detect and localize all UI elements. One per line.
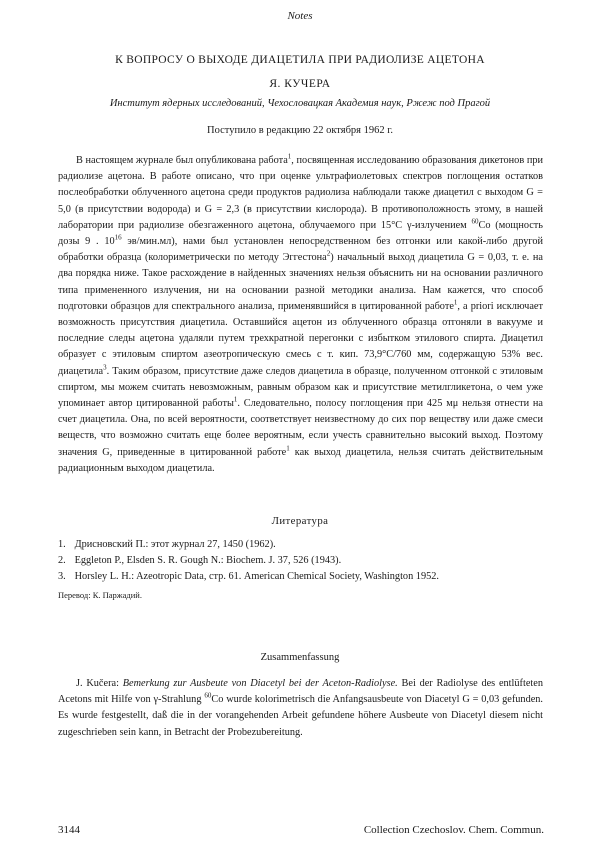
body-text-7: . Таким образом, присутствие даже следов диацетила в образце, полученном отгонкой с этиловым спиртом, мы можем считать невозможным, равным образом как и присутствие метилгликетона, о чем уже упоминает автор цитированной работы [58, 365, 543, 410]
reference-item [58, 553, 548, 569]
body-text-3: Со (мощность дозы 9 . 10 [58, 219, 544, 248]
running-head: Notes [287, 10, 313, 22]
summary-author: J. Kučera: [76, 678, 123, 689]
body-text-9: как выход диацетила, нельзя считать действительным радиационным выходом диацетила. [58, 446, 543, 474]
reference-text: Eggleton P., Elsden S. R. Gough N.: Biochem. J. 37, 526 (1943). [74, 555, 342, 566]
article-body [58, 153, 543, 477]
citation-ref: 1 [287, 152, 292, 161]
reference-number: 1. [58, 539, 66, 550]
references-heading: Литература [271, 515, 329, 527]
reference-item [58, 537, 548, 553]
summary-text-1: Bei der Radiolyse des entlüfteten Acetons mit Hilfe von γ-Strahlung [58, 678, 543, 706]
summary-paragraph [58, 676, 543, 741]
reference-text: Horsley L. H.: Azeotropic Data, стр. 61. American Chemical Society, Washington 1952. [74, 571, 439, 582]
isotope-mass: 60 [471, 217, 479, 226]
reference-number: 2. [58, 555, 66, 566]
translator-note: Перевод: К. Паржадий. [58, 590, 142, 600]
body-text-2: , посвященная исследованию образования дикетонов при радиолизе ацетона. В работе описано, что при оценке ультрафиолетовых спектров поглощения остатков послеобработки облученного ацетона среди продуктов радиолиза наблюдали также диацетил с выходом G = 5,0 (в присутствии водорода) и G = 2,3 (в присутствии кислорода). В противоположность этому, в нашей лаборатории при радиолизе обезгаженного ацетона, облучаемого при 15°С γ-излучением [58, 155, 543, 231]
citation-ref: 1 [286, 444, 290, 453]
reference-text: Дрисновский П.: этот журнал 27, 1450 (1962). [74, 539, 276, 550]
summary-text-2: Co wurde kolorimetrisch die Anfangsausbeute von Diacetyl G = 0,03 gefunden. Es wurde festgestellt, daß die in der vorangehenden Arbeit gefundene höhere Ausbeute von Diacetyl diesem nicht zugeschrieben sein kann, in Betracht der Probezubereitung. [58, 694, 544, 738]
body-text-8: . Следовательно, полосу поглощения при 425 мμ нельзя отнести на счет диацетила. Она, по всей вероятности, соответствует неизвестному до сих пор веществу или даже смеси веществ, что возможно считать еще более вероятным, если учесть сравнительно высокий выход. Поэтому значения G, приведенные в цитированной работе [58, 398, 544, 458]
body-text-6: , a priori исключает возможность присутствия диацетила. Оставшийся ацетон из облученного образца отгоняли в вакууме и последние следы ацетона удаляли путем трехкратной перегонки с избытком этилового спирта. Диацетил образует с этиловым спиртом азеотропическую смесь с т. кип. 73,9°С/760 мм, содержащую 53% вес. диацетила [58, 300, 544, 377]
received-date: Поступило в редакцию 22 октября 1962 г. [206, 125, 393, 136]
reference-item [58, 569, 548, 585]
body-text-5: ) начальный выход диацетила G = 0,03, т. е. на два порядка ниже. Такое расхождение в найденных значениях нельзя объяснить ни на основании различного типа примененного излучения, ни на основании разной методики анализа. Нам кажется, что способ подготовки образцов для спектрального анализа, применявшийся в цитированной работе [58, 252, 543, 312]
exponent: 16 [114, 233, 122, 242]
body-text-1: В настоящем журнале был опубликована работа [76, 155, 288, 166]
citation-ref: 1 [453, 298, 458, 307]
author-affiliation: Институт ядерных исследований, Чехословацкая Академия наук, Ржеж под Прагой [109, 98, 491, 109]
reference-number: 3. [58, 571, 66, 582]
body-paragraph [58, 153, 543, 477]
page-number: 3144 [58, 824, 80, 836]
summary-heading: Zusammenfassung [260, 652, 340, 663]
references-list [58, 537, 548, 585]
body-text-4: эв/мин.мл), нами был установлен непосредственном без отгонки или какой-либо другой обработки образца (колориметрически по методу Эггестона [58, 236, 543, 264]
citation-ref: 2 [326, 249, 331, 258]
journal-name: Collection Czechoslov. Chem. Commun. [363, 824, 544, 836]
summary-body [58, 676, 543, 741]
citation-ref: 3 [103, 363, 107, 372]
isotope-mass: 60 [204, 691, 212, 700]
article-author: Я. КУЧЕРА [269, 78, 331, 90]
article-title: К ВОПРОСУ О ВЫХОДЕ ДИАЦЕТИЛА ПРИ РАДИОЛИЗЕ АЦЕТОНА [115, 54, 485, 66]
summary-title: Bemerkung zur Ausbeute von Diacetyl bei der Aceton-Radiolyse. [122, 678, 398, 689]
citation-ref: 1 [233, 395, 238, 404]
